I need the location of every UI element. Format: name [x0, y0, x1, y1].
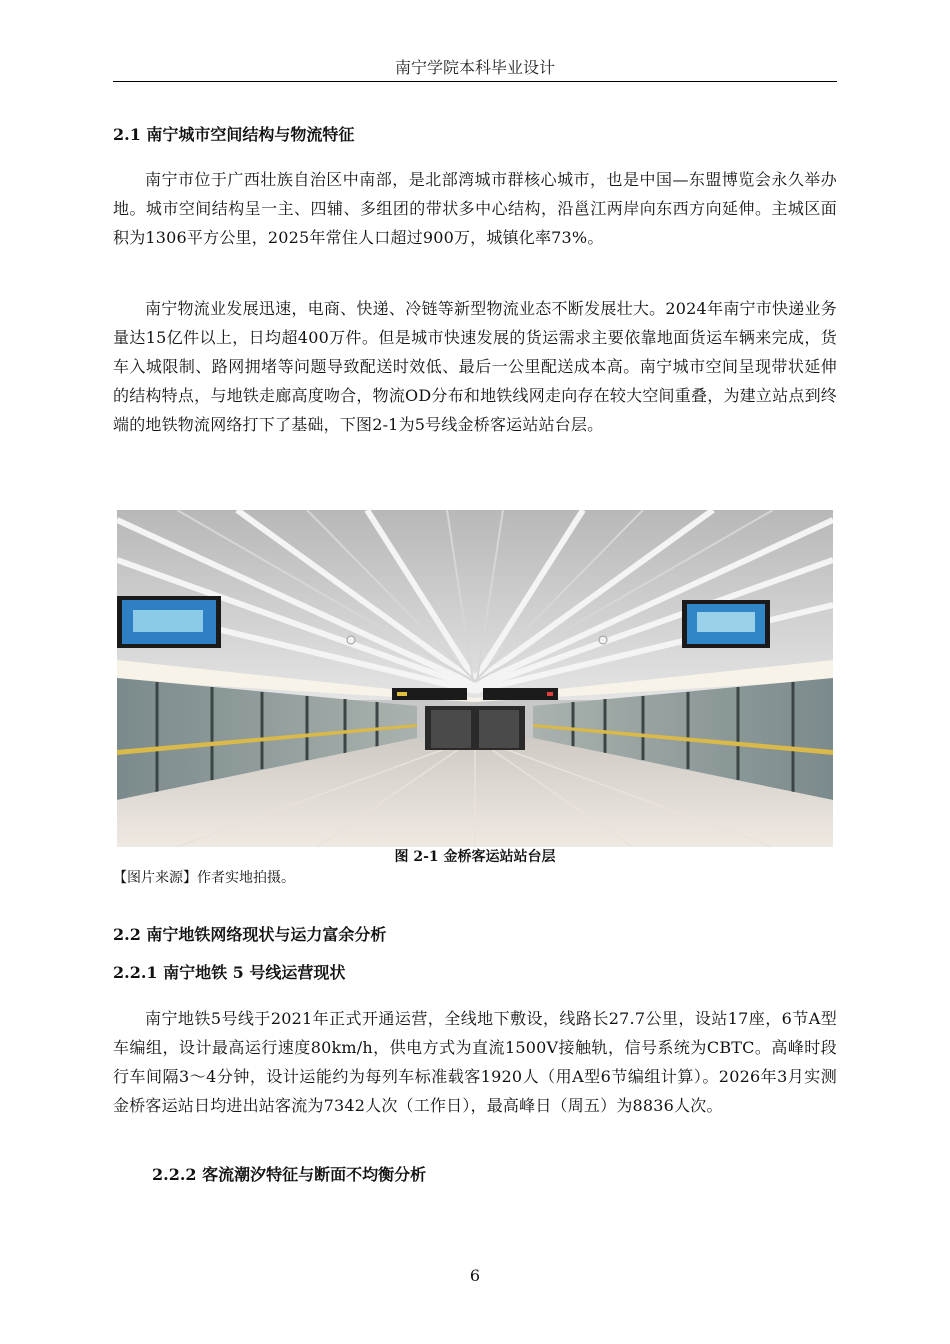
section-heading-2-1: 2.1 南宁城市空间结构与物流特征 — [113, 125, 355, 144]
paragraph-line5-status: 南宁地铁5号线于2021年正式开通运营，全线地下敷设，线路长27.7公里，设站17座，6节A型车编组，设计最高运行速度80km/h，供电方式为直流1500V接触轨，信号系统为CBTC。高峰时段行车间隔3～4分钟，设计运能约为每列车标准载客1920人（用A型6节编组计算）。2026年3月实测金桥客运站日均进出站客流为7342人次（工作日），最高峰日（周五）为8836人次。 — [113, 1009, 837, 1115]
subsection-heading-2-2-1: 2.2.1 南宁地铁 5 号线运营现状 — [113, 963, 346, 982]
section-heading-2-2: 2.2 南宁地铁网络现状与运力富余分析 — [113, 925, 387, 944]
paragraph-city-structure: 南宁市位于广西壮族自治区中南部，是北部湾城市群核心城市，也是中国—东盟博览会永久举办地。城市空间结构呈一主、四辅、多组团的带状多中心结构，沿邕江两岸向东西方向延伸。主城区面积为1306平方公里，2025年常住人口超过900万，城镇化率73%。 — [113, 170, 837, 247]
header-rule — [113, 81, 837, 82]
page-header: 南宁学院本科毕业设计 — [394, 58, 555, 77]
figure-source: 【图片来源】作者实地拍摄。 — [113, 870, 295, 886]
metro-platform-photo — [117, 510, 833, 847]
paragraph-logistics: 南宁物流业发展迅速，电商、快递、冷链等新型物流业态不断发展壮大。2024年南宁市快递业务量达15亿件以上，日均超400万件。但是城市快速发展的货运需求主要依靠地面货运车辆来完成，货车入城限制、路网拥堵等问题导致配送时效低、最后一公里配送成本高。南宁城市空间呈现带状延伸的结构特点，与地铁走廊高度吻合，物流OD分布和地铁线网走向存在较大空间重叠，为建立站点到终端的地铁物流网络打下了基础，下图2-1为5号线金桥客运站站台层。 — [113, 299, 837, 434]
subsection-heading-2-2-2: 2.2.2 客流潮汐特征与断面不均衡分析 — [152, 1165, 427, 1184]
page-number: 6 — [469, 1266, 481, 1285]
figure-caption: 图 2-1 金桥客运站站台层 — [394, 849, 556, 865]
